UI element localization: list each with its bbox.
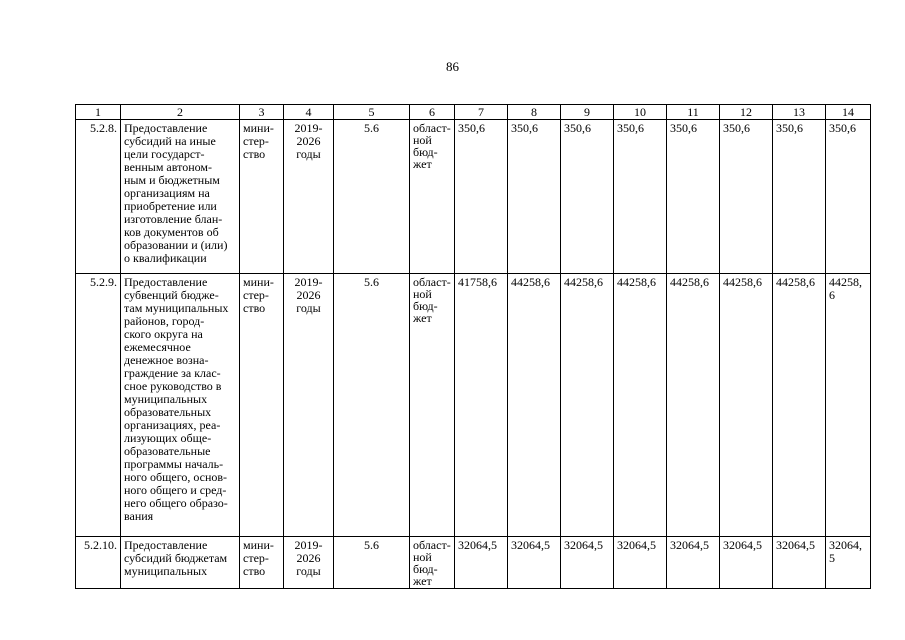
- measure-name-line: там муниципальных: [124, 301, 229, 315]
- measure-executor-line: мини-: [243, 275, 274, 289]
- measure-name-line: Предоставление: [124, 275, 208, 289]
- measure-executor-line: мини-: [243, 121, 274, 135]
- column-header: 13: [773, 105, 826, 120]
- measure-name-line: организациях, реа-: [124, 418, 221, 432]
- measure-name-line: ного общего, основ-: [124, 470, 228, 484]
- funding-source-line: бюд-: [413, 562, 438, 576]
- funding-source: [410, 274, 455, 537]
- funding-source-line: жет: [413, 157, 432, 171]
- measure-years-line: 2019-: [294, 538, 323, 552]
- measure-years-line: 2026: [296, 134, 321, 148]
- column-header: 2: [121, 105, 240, 120]
- measure-executor-line: ство: [243, 147, 266, 161]
- measure-name-line: ежемесячное: [124, 340, 191, 354]
- measure-code: 5.6: [334, 120, 410, 274]
- measure-name-line: программы началь-: [124, 457, 224, 471]
- table-row: [76, 120, 871, 274]
- measure-code: 5.6: [334, 274, 410, 537]
- funding-value: 350,6: [667, 120, 720, 274]
- measure-executor: [240, 537, 284, 589]
- measure-name-line: изготовление блан-: [124, 212, 223, 226]
- measure-number: 5.2.8.: [76, 120, 121, 274]
- measure-executor-line: мини-: [243, 538, 274, 552]
- measure-name-line: сное руководство в: [124, 379, 222, 393]
- funding-value: 350,6: [508, 120, 561, 274]
- funding-value: 32064,5: [826, 537, 871, 589]
- measure-name-line: лизующих обще-: [124, 431, 212, 445]
- measure-name-line: муниципальных: [124, 392, 208, 406]
- funding-source-line: ной: [413, 287, 432, 301]
- measure-name-line: Предоставление: [124, 121, 208, 135]
- measure-years-line: годы: [296, 301, 321, 315]
- measure-name-line: Предоставление: [124, 538, 208, 552]
- column-header: 8: [508, 105, 561, 120]
- measure-name-line: него общего образо-: [124, 496, 228, 510]
- measure-name-line: о квалификации: [124, 251, 207, 265]
- measure-executor: [240, 120, 284, 274]
- measure-years: [284, 120, 334, 274]
- measure-name-line: субсидий бюджетам: [124, 551, 228, 565]
- funding-value: 350,6: [720, 120, 773, 274]
- measure-years: [284, 274, 334, 537]
- measure-name-line: граждение за клас-: [124, 366, 221, 380]
- funding-source-line: жет: [413, 574, 432, 588]
- measure-executor-line: стер-: [243, 288, 269, 302]
- measure-years-line: 2026: [296, 288, 321, 302]
- funding-value: 44258,6: [826, 274, 871, 537]
- table-row: [76, 537, 871, 589]
- funding-source-line: област-: [413, 121, 451, 135]
- funding-value: 32064,5: [773, 537, 826, 589]
- measure-name-line: муниципальных: [124, 564, 208, 578]
- measure-name-line: вания: [124, 509, 154, 523]
- page-number: 86: [446, 59, 459, 74]
- funding-value: 350,6: [455, 120, 508, 274]
- column-header: 11: [667, 105, 720, 120]
- funding-value: 44258,6: [561, 274, 614, 537]
- measure-name: [121, 274, 240, 537]
- funding-value: 350,6: [561, 120, 614, 274]
- measure-code: 5.6: [334, 537, 410, 589]
- funding-source-line: област-: [413, 275, 451, 289]
- measure-name-line: ным и бюджетным: [124, 173, 220, 187]
- funding-value: 44258,6: [773, 274, 826, 537]
- measure-years-line: годы: [296, 147, 321, 161]
- measure-years: [284, 537, 334, 589]
- measure-name-line: цели государст-: [124, 147, 205, 161]
- funding-source: [410, 120, 455, 274]
- column-header: 5: [334, 105, 410, 120]
- funding-value: 32064,5: [561, 537, 614, 589]
- funding-source: [410, 537, 455, 589]
- measure-name-line: ного общего и сред-: [124, 483, 227, 497]
- measure-years-line: годы: [296, 564, 321, 578]
- column-header: 6: [410, 105, 455, 120]
- funding-value: 32064,5: [455, 537, 508, 589]
- table-body: [76, 120, 871, 589]
- funding-value: 350,6: [773, 120, 826, 274]
- table-row: [76, 274, 871, 537]
- column-header: 4: [284, 105, 334, 120]
- column-number-header-row: [76, 105, 871, 120]
- measure-executor: [240, 274, 284, 537]
- column-header: 12: [720, 105, 773, 120]
- measure-name-line: денежное возна-: [124, 353, 209, 367]
- funding-source-line: жет: [413, 311, 432, 325]
- measure-executor-line: стер-: [243, 551, 269, 565]
- funding-value: 350,6: [614, 120, 667, 274]
- funding-value: 41758,6: [455, 274, 508, 537]
- measure-executor-line: ство: [243, 301, 266, 315]
- measure-years-line: 2019-: [294, 275, 323, 289]
- program-measures-table: [75, 104, 871, 589]
- funding-value: 32064,5: [720, 537, 773, 589]
- measure-name-line: ков документов об: [124, 225, 219, 239]
- funding-value: 44258,6: [720, 274, 773, 537]
- column-header: 7: [455, 105, 508, 120]
- funding-source-line: ной: [413, 550, 432, 564]
- column-header: 9: [561, 105, 614, 120]
- measure-name-line: образовании и (или): [124, 238, 228, 252]
- measure-name-line: организациям на: [124, 186, 210, 200]
- measure-name-line: ского округа на: [124, 327, 203, 341]
- funding-source-line: ной: [413, 133, 432, 147]
- measure-name-line: образовательные: [124, 444, 211, 458]
- funding-source-line: област-: [413, 538, 451, 552]
- measure-years-line: 2019-: [294, 121, 323, 135]
- funding-value: 32064,5: [614, 537, 667, 589]
- measure-name-line: венным автоном-: [124, 160, 212, 174]
- measure-name-line: районов, город-: [124, 314, 205, 328]
- column-header: 3: [240, 105, 284, 120]
- funding-value: 44258,6: [508, 274, 561, 537]
- column-header: 10: [614, 105, 667, 120]
- measure-number: 5.2.9.: [76, 274, 121, 537]
- funding-value: 350,6: [826, 120, 871, 274]
- measure-executor-line: ство: [243, 564, 266, 578]
- measure-name: [121, 537, 240, 589]
- funding-value: 44258,6: [614, 274, 667, 537]
- measure-number: 5.2.10.: [76, 537, 121, 589]
- funding-source-line: бюд-: [413, 145, 438, 159]
- measure-name-line: субсидий на иные: [124, 134, 216, 148]
- measure-name: [121, 120, 240, 274]
- funding-value: 32064,5: [667, 537, 720, 589]
- measure-years-line: 2026: [296, 551, 321, 565]
- column-header: 14: [826, 105, 871, 120]
- measure-name-line: образовательных: [124, 405, 212, 419]
- column-header: 1: [76, 105, 121, 120]
- measure-name-line: субвенций бюдже-: [124, 288, 219, 302]
- measure-executor-line: стер-: [243, 134, 269, 148]
- measure-name-line: приобретение или: [124, 199, 217, 213]
- funding-value: 44258,6: [667, 274, 720, 537]
- funding-value: 32064,5: [508, 537, 561, 589]
- funding-source-line: бюд-: [413, 299, 438, 313]
